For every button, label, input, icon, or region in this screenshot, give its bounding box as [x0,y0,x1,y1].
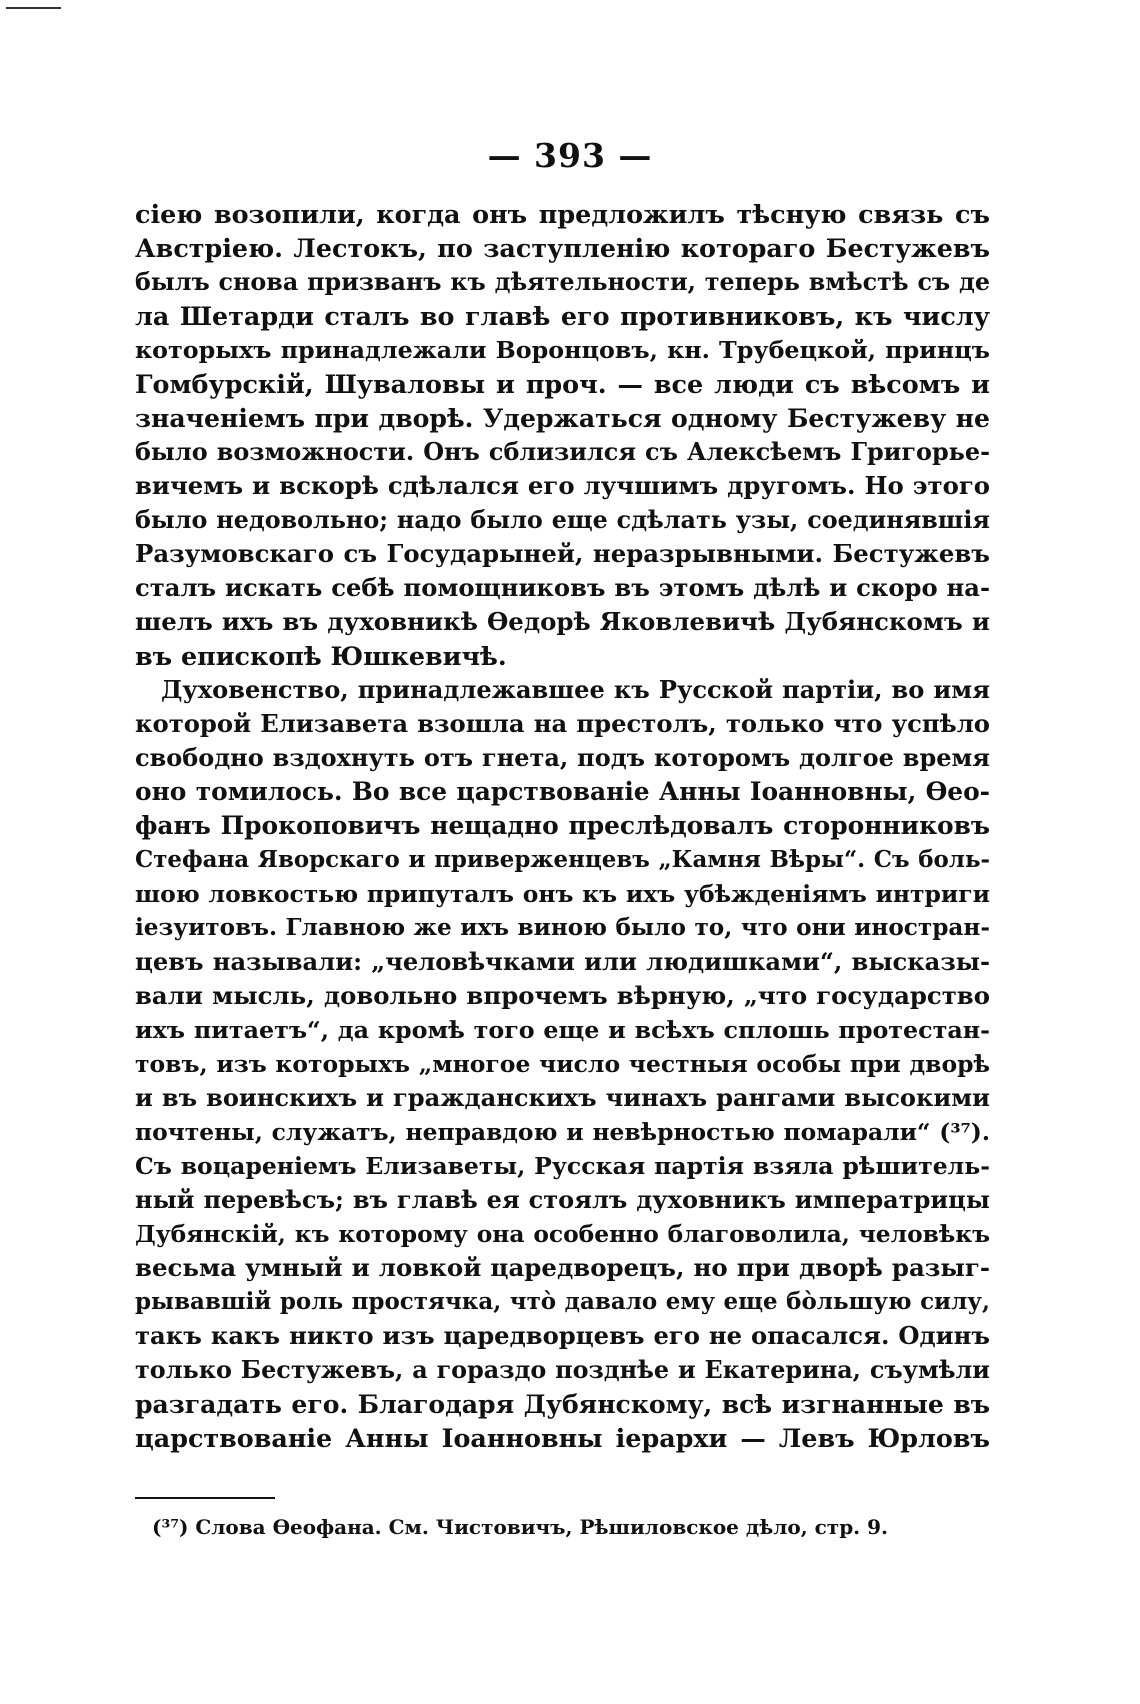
text-line: только Бестужевъ, а гораздо позднѣе и Екатерина, съумѣли [135,1356,990,1384]
text-line: такъ какъ никто изъ царедворцевъ его не опасался. Одинъ [135,1321,990,1350]
text-line: было недовольно; надо было еще сдѣлать узы, соединявшія [135,506,990,534]
text-line: оно томилось. Во все царствованіе Анны Іоанновны, Ѳео- [135,777,990,806]
corner-rule [6,7,61,9]
text-line: фанъ Прокоповичъ нещадно преслѣдовалъ сторонниковъ [135,811,990,840]
paragraph-start-line: Духовенство, принадлежавшее къ Русской партіи, во имя [161,675,990,704]
text-line: ла Шетарди сталъ во главѣ его противниковъ, къ числу [135,301,990,331]
text-line: Гомбурскій, Шуваловы и проч. — все люди съ вѣсомъ и [135,369,990,399]
text-line: почтены, служатъ, неправдою и невѣрностью помарали“ (³⁷). [135,1118,990,1146]
text-line: значеніемъ при дворѣ. Удержаться одному Бестужеву не [135,403,990,433]
text-line: былъ снова призванъ къ дѣятельности, теперь вмѣстѣ съ де [135,268,990,296]
text-line: сіею возопили, когда онъ предложилъ тѣсную связь съ [135,199,990,229]
text-line: разгадать его. Благодаря Дубянскому, всѣ изгнанные въ [135,1389,990,1419]
text-line: ихъ питаетъ“, да кромѣ того еще и всѣхъ сплошь протестан- [135,1016,990,1044]
text-line: вичемъ и вскорѣ сдѣлался его лучшимъ другомъ. Но этого [135,471,990,500]
text-line: іезуитовъ. Главною же ихъ виною было то, что они иностран- [135,914,990,941]
text-line: вали мысль, довольно впрочемъ вѣрную, „что государство [135,981,990,1010]
text-line: Разумовскаго съ Государыней, неразрывными. Бестужевъ [135,539,990,568]
text-line: весьма умный и ловкой царедворецъ, но при дворѣ разыг- [135,1253,990,1282]
text-line: въ епископѣ Юшкевичѣ. [135,641,507,671]
text-line: шелъ ихъ въ духовникѣ Ѳедорѣ Яковлевичѣ Дубянскомъ и [135,607,990,636]
text-line: ный перевѣсъ; въ главѣ ея стоялъ духовникъ императрицы [135,1185,990,1214]
text-line: товъ, изъ которыхъ „многое число честныя особы при дворѣ [135,1050,990,1078]
footnote-rule [135,1497,275,1499]
text-line: было возможности. Онъ сблизился съ Алексѣемъ Григорье- [135,438,990,466]
text-line: Съ воцареніемъ Елизаветы, Русская партія взяла рѣшитель- [135,1152,990,1180]
text-line: которыхъ принадлежали Воронцовъ, кн. Трубецкой, принцъ [135,336,990,364]
text-line: цевъ называли: „человѣчками или людишками“, высказы- [135,947,990,976]
text-line: свободно вздохнуть отъ гнета, подъ которомъ долгое время [135,743,990,772]
text-line: Австріею. Лестокъ, по заступленію котораго Бестужевъ [135,233,990,263]
body-text [135,197,990,1455]
text-line: шою ловкостью припуталъ онъ къ ихъ убѣжденіямъ интриги [135,880,990,908]
text-line: и въ воинскихъ и гражданскихъ чинахъ рангами высокими [135,1083,990,1112]
footnote: (³⁷) Слова Ѳеофана. См. Чистовичъ, Рѣшиловское дѣло, стр. 9. [152,1515,888,1539]
text-line: сталъ искать себѣ помощниковъ въ этомъ дѣлѣ и скоро на- [135,573,990,602]
text-line: Дубянскій, къ которому она особенно благоволила, человѣкъ [135,1220,990,1248]
text-line: рывавшій роль простячка, что̀ давало ему еще бо̀льшую силу, [135,1288,990,1315]
page-number: — 393 — [487,136,653,175]
text-line: Стефана Яворскаго и приверженцевъ „Камня Вѣры“. Съ боль- [135,846,990,873]
text-line: царствованіе Анны Іоанновны іерархи — Левъ Юрловъ [135,1423,990,1453]
text-line: которой Елизавета взошла на престолъ, только что успѣло [135,709,990,738]
